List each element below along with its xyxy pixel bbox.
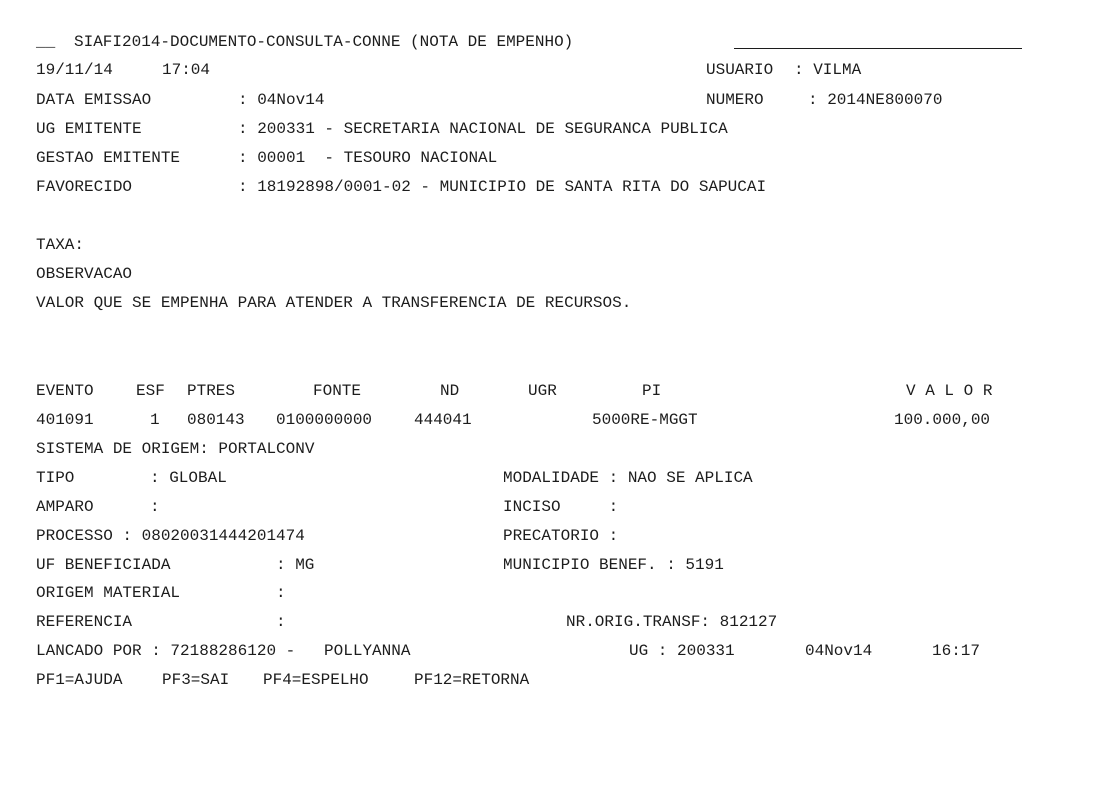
col-header-pi: PI <box>642 382 662 400</box>
origem-material-label: ORIGEM MATERIAL <box>36 584 181 602</box>
session-date: 19/11/14 <box>36 61 113 79</box>
observacao-text: VALOR QUE SE EMPENHA PARA ATENDER A TRANSFERENCIA DE RECURSOS. <box>36 294 632 312</box>
lancado-date: 04Nov14 <box>805 642 873 660</box>
cell-nd: 444041 <box>414 411 472 429</box>
col-header-ptres: PTRES <box>187 382 236 400</box>
cell-esf: 1 <box>150 411 160 429</box>
lancado-ug: UG : 200331 <box>629 642 735 660</box>
tipo-value: : GLOBAL <box>150 469 227 487</box>
ug-emitente-label: UG EMITENTE <box>36 120 142 138</box>
lancado-time: 16:17 <box>932 642 981 660</box>
pf12-retorna-key[interactable]: PF12=RETORNA <box>414 671 530 689</box>
uf-beneficiada-value: : MG <box>276 556 315 574</box>
municipio-benef: MUNICIPIO BENEF. : 5191 <box>503 556 724 574</box>
modalidade: MODALIDADE : NAO SE APLICA <box>503 469 753 487</box>
favorecido-label: FAVORECIDO <box>36 178 133 196</box>
col-header-evento: EVENTO <box>36 382 94 400</box>
col-header-ugr: UGR <box>528 382 557 400</box>
referencia-value: : <box>276 613 286 631</box>
amparo-value: : <box>150 498 160 516</box>
cell-pi: 5000RE-MGGT <box>592 411 698 429</box>
title-underline <box>734 48 1022 49</box>
col-header-valor: V A L O R <box>906 382 993 400</box>
nr-orig-transf: NR.ORIG.TRANSF: 812127 <box>566 613 778 631</box>
cell-evento: 401091 <box>36 411 94 429</box>
pf1-ajuda-key[interactable]: PF1=AJUDA <box>36 671 123 689</box>
data-emissao-value: : 04Nov14 <box>238 91 325 109</box>
processo: PROCESSO : 08020031444201474 <box>36 527 305 545</box>
col-header-esf: ESF <box>136 382 165 400</box>
pf3-sai-key[interactable]: PF3=SAI <box>162 671 230 689</box>
numero-value: : 2014NE800070 <box>808 91 943 109</box>
amparo-label: AMPARO <box>36 498 94 516</box>
gestao-emitente-label: GESTAO EMITENTE <box>36 149 181 167</box>
col-header-nd: ND <box>440 382 460 400</box>
usuario-value: : VILMA <box>794 61 862 79</box>
col-header-fonte: FONTE <box>313 382 362 400</box>
lancado-por: LANCADO POR : 72188286120 - POLLYANNA <box>36 642 411 660</box>
favorecido-value: : 18192898/0001-02 - MUNICIPIO DE SANTA RITA DO SAPUCAI <box>238 178 767 196</box>
cell-ptres: 080143 <box>187 411 245 429</box>
taxa-label: TAXA: <box>36 236 85 254</box>
data-emissao-label: DATA EMISSAO <box>36 91 152 109</box>
cell-fonte: 0100000000 <box>276 411 373 429</box>
origem-material-value: : <box>276 584 286 602</box>
tipo-label: TIPO <box>36 469 75 487</box>
cell-valor: 100.000,00 <box>894 411 991 429</box>
screen-title: SIAFI2014-DOCUMENTO-CONSULTA-CONNE (NOTA DE EMPENHO) <box>74 33 574 51</box>
inciso: INCISO : <box>503 498 619 516</box>
observacao-label: OBSERVACAO <box>36 265 133 283</box>
ug-emitente-value: : 200331 - SECRETARIA NACIONAL DE SEGURANCA PUBLICA <box>238 120 728 138</box>
sistema-origem: SISTEMA DE ORIGEM: PORTALCONV <box>36 440 315 458</box>
precatorio: PRECATORIO : <box>503 527 619 545</box>
session-time: 17:04 <box>162 61 211 79</box>
pf4-espelho-key[interactable]: PF4=ESPELHO <box>263 671 369 689</box>
numero-label: NUMERO <box>706 91 764 109</box>
command-prompt-field[interactable]: __ <box>36 33 56 51</box>
gestao-emitente-value: : 00001 - TESOURO NACIONAL <box>238 149 498 167</box>
referencia-label: REFERENCIA <box>36 613 133 631</box>
uf-beneficiada-label: UF BENEFICIADA <box>36 556 171 574</box>
usuario-label: USUARIO <box>706 61 774 79</box>
